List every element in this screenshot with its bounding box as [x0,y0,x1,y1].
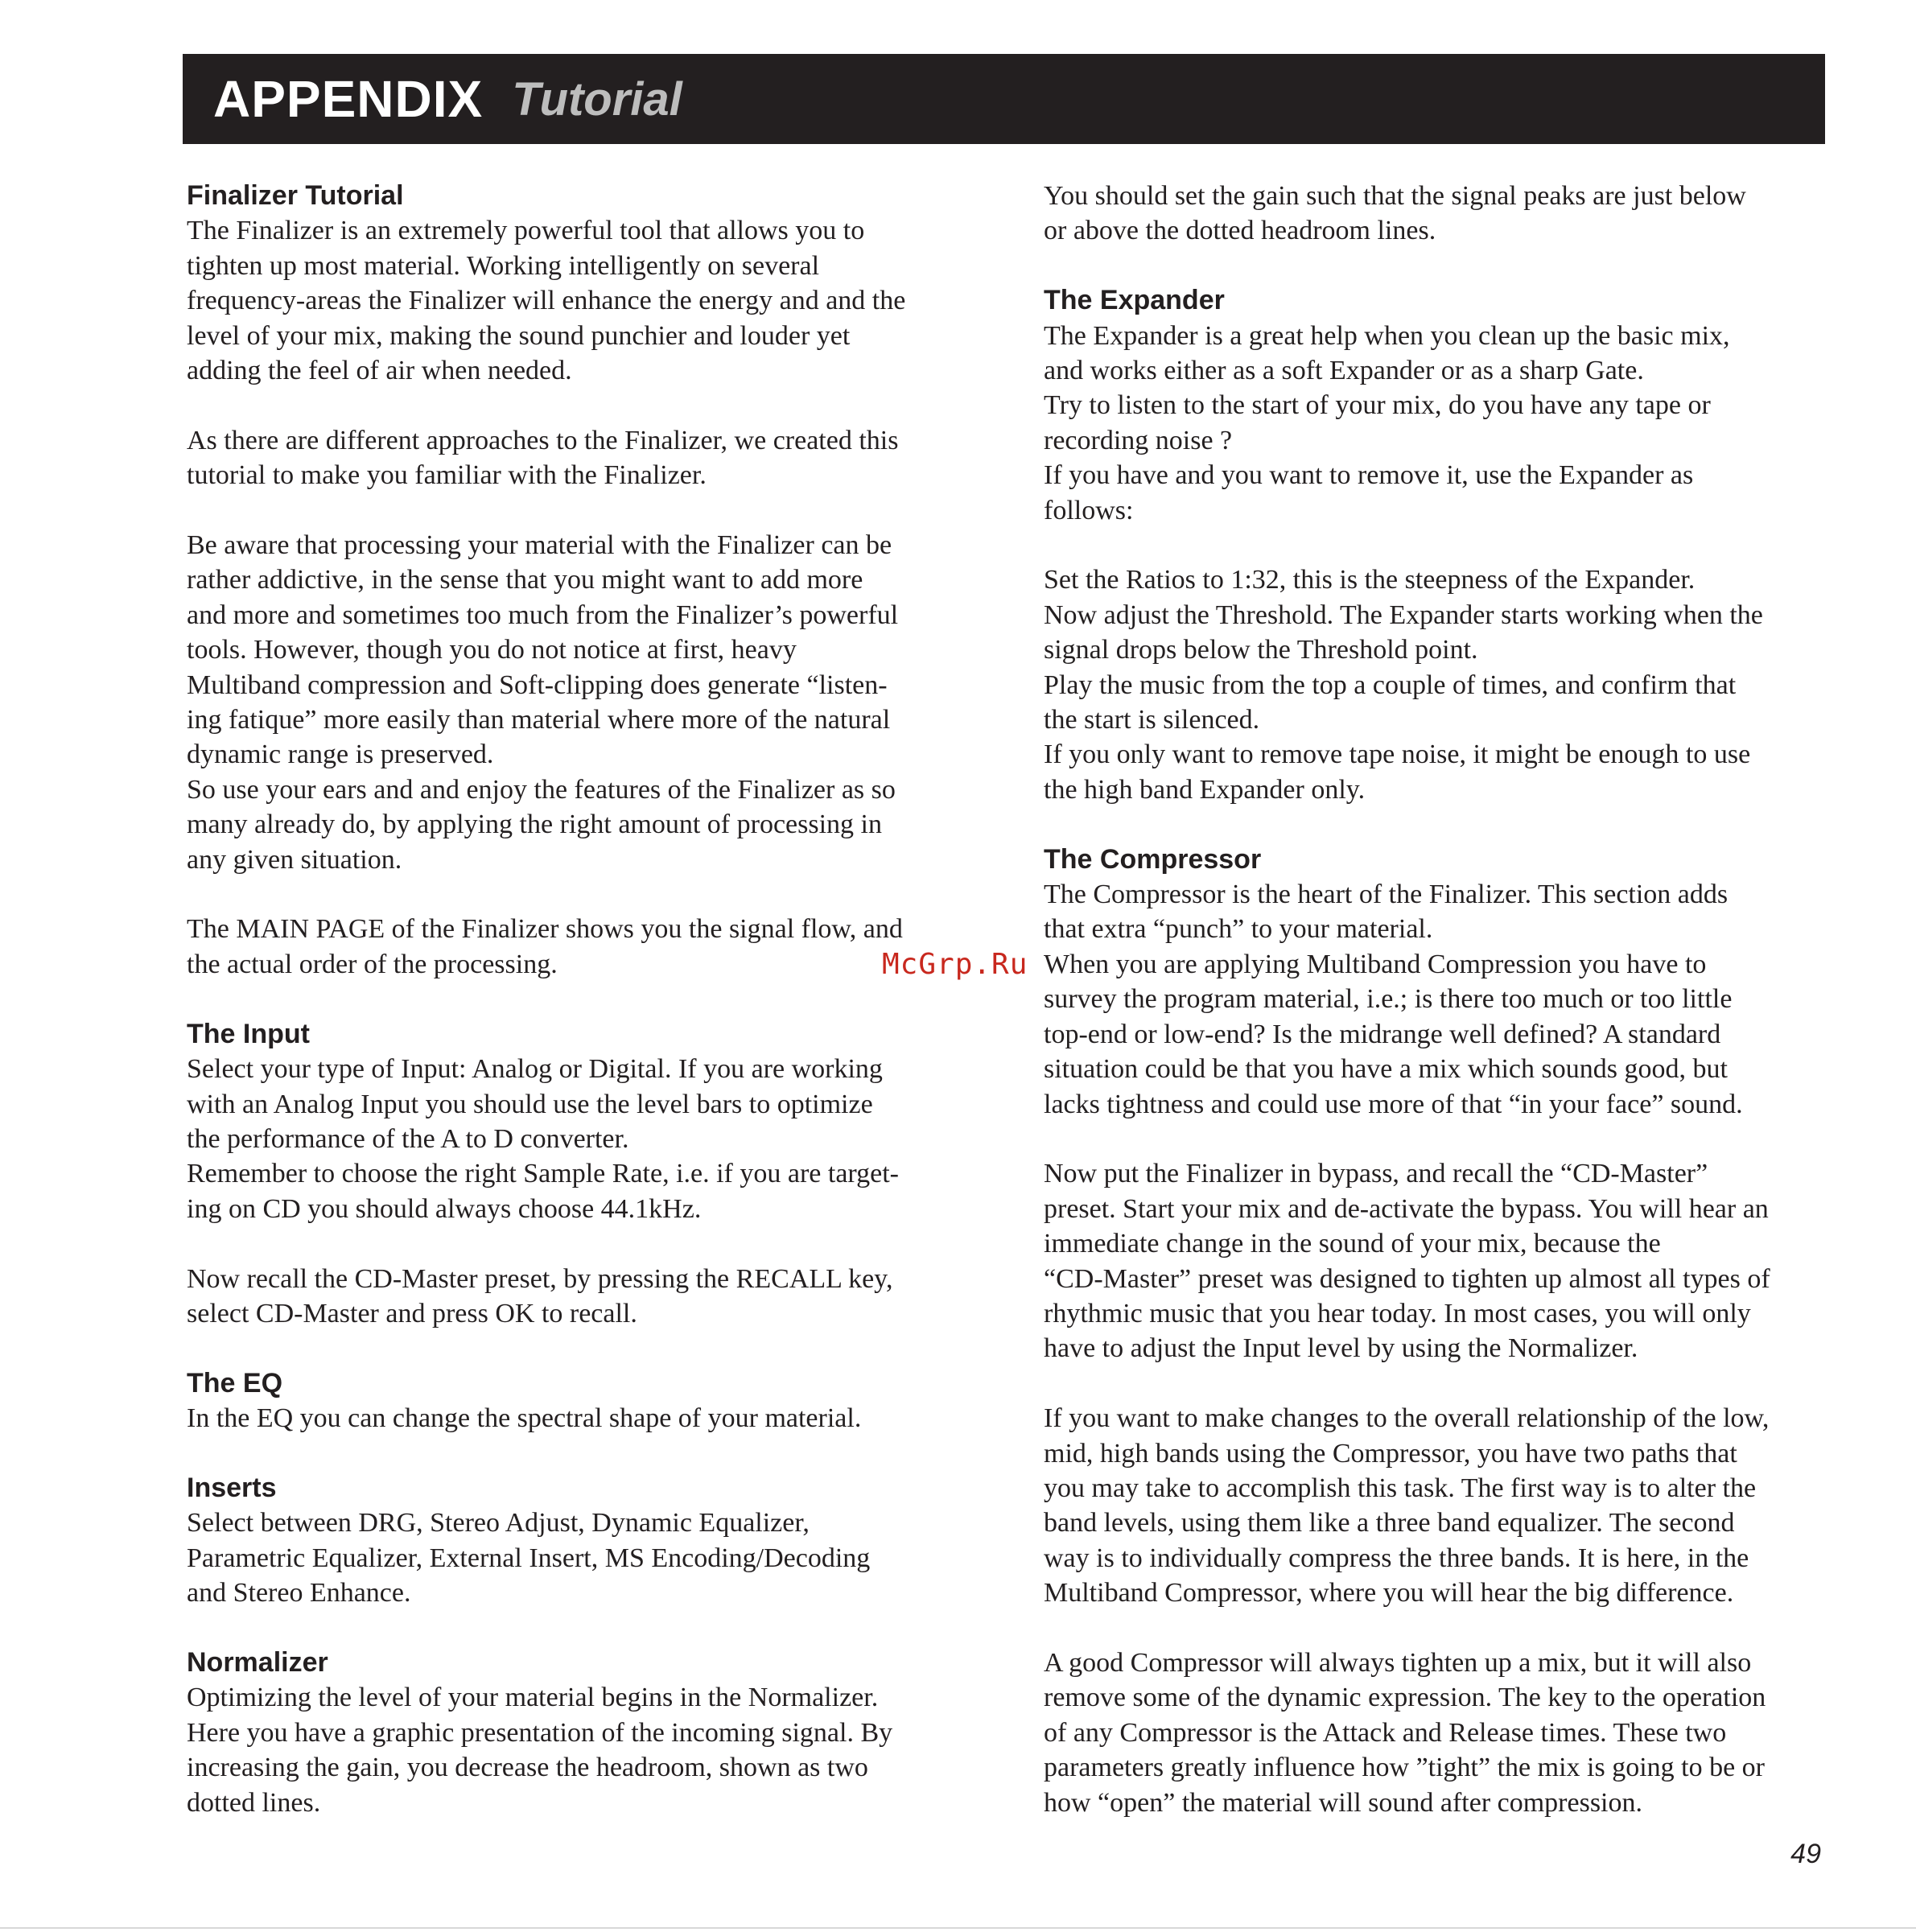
text-line: tighten up most material. Working intelligently on several [187,250,820,281]
finalizer-paragraph-4 [187,912,975,982]
expander-section [1044,283,1832,528]
text-line: you may take to accomplish this task. The first way is to alter the [1044,1473,1757,1503]
text-line: immediate change in the sound of your mix, because the [1044,1229,1661,1259]
eq-section [187,1366,975,1436]
normalizer-section [187,1646,975,1820]
text-line: tools. However, though you do not notice at first, heavy [187,635,797,665]
headroom-paragraph [1044,179,1832,249]
compressor-paragraph-1 [1044,877,1832,1122]
text-line: If you only want to remove tape noise, it might be enough to use [1044,739,1751,770]
compressor-paragraph-2 [1044,1156,1832,1366]
input-paragraph-1 [187,1052,975,1226]
finalizer-tutorial-section [187,179,975,388]
expander-paragraph-2 [1044,562,1832,807]
text-line: ing on CD you should always choose 44.1kHz. [187,1193,702,1224]
text-line: If you have and you want to remove it, use the Expander as [1044,460,1694,491]
bottom-rule [0,1927,1916,1929]
text-line: remove some of the dynamic expression. The key to the operation [1044,1683,1766,1713]
text-line: Now recall the CD-Master preset, by pressing the RECALL key, [187,1263,893,1294]
text-line: frequency-areas the Finalizer will enhance the energy and and the [187,286,906,316]
text-line: When you are applying Multiband Compression you have to [1044,949,1707,979]
text-line: the high band Expander only. [1044,774,1366,805]
text-line: Set the Ratios to 1:32, this is the steepness of the Expander. [1044,565,1696,595]
text-line: and Stereo Enhance. [187,1578,411,1609]
text-line: have to adjust the Input level by using the Normalizer. [1044,1333,1638,1364]
input-section [187,1017,975,1226]
text-line: follows: [1044,495,1134,525]
compressor-paragraph-3 [1044,1401,1832,1610]
inserts-section [187,1471,975,1611]
finalizer-tutorial-heading: Finalizer Tutorial [187,180,404,211]
text-line: Here you have a graphic presentation of the incoming signal. By [187,1717,893,1748]
text-line: way is to individually compress the three bands. It is here, in the [1044,1543,1749,1573]
text-line: Play the music from the top a couple of times, and confirm that [1044,669,1737,700]
compressor-paragraph-4 [1044,1646,1832,1820]
eq-paragraph [187,1401,975,1436]
text-line: tutorial to make you familiar with the Finalizer. [187,460,707,491]
text-line: The MAIN PAGE of the Finalizer shows you the signal flow, and [187,914,903,945]
text-line: The Expander is a great help when you clean up the basic mix, [1044,320,1730,351]
text-line: The Finalizer is an extremely powerful tool that allows you to [187,216,865,246]
eq-heading: The EQ [187,1367,283,1399]
finalizer-paragraph-3 [187,528,975,877]
text-line: of any Compressor is the Attack and Release times. These two [1044,1717,1727,1748]
text-line: preset. Start your mix and de-activate the bypass. You will hear an [1044,1193,1769,1224]
text-line: dynamic range is preserved. [187,739,494,770]
text-line: recording noise ? [1044,425,1233,455]
left-column [187,179,975,1820]
text-line: If you want to make changes to the overall relationship of the low, [1044,1403,1770,1434]
text-line: lacks tightness and could use more of that “in your face” sound. [1044,1089,1743,1119]
text-line: In the EQ you can change the spectral shape of your material. [187,1403,862,1434]
text-line: survey the program material, i.e.; is there too much or too little [1044,984,1733,1015]
text-line: Now put the Finalizer in bypass, and recall the “CD-Master” [1044,1159,1708,1189]
text-line: top-end or low-end? Is the midrange well defined? A standard [1044,1019,1721,1049]
page-header [183,54,1825,144]
text-line: adding the feel of air when needed. [187,356,572,386]
header-subtitle: Tutorial [512,72,682,126]
text-line: situation could be that you have a mix which sounds good, but [1044,1054,1728,1085]
text-line: Multiband compression and Soft-clipping does generate “listen- [187,669,888,700]
watermark: McGrp.Ru [882,948,1028,981]
text-line: many already do, by applying the right amount of processing in [187,809,882,840]
text-line: Remember to choose the right Sample Rate, i.e. if you are target- [187,1159,899,1189]
finalizer-paragraph-2 [187,423,975,493]
text-line: The Compressor is the heart of the Finalizer. This section adds [1044,879,1729,910]
text-line: Select your type of Input: Analog or Digital. If you are working [187,1054,883,1085]
normalizer-heading: Normalizer [187,1646,328,1678]
expander-paragraph-1 [1044,319,1832,528]
expander-heading: The Expander [1044,285,1225,316]
text-line: signal drops below the Threshold point. [1044,635,1478,665]
text-line: rhythmic music that you hear today. In most cases, you will only [1044,1298,1751,1329]
text-line: Try to listen to the start of your mix, do you have any tape or [1044,390,1711,421]
text-line: band levels, using them like a three band equalizer. The second [1044,1508,1735,1539]
text-line: As there are different approaches to the Finalizer, we created this [187,425,899,455]
text-line: mid, high bands using the Compressor, you have two paths that [1044,1438,1737,1469]
text-line: and works either as a soft Expander or as a sharp Gate. [1044,356,1644,386]
text-line: Be aware that processing your material with the Finalizer can be [187,530,892,561]
inserts-heading: Inserts [187,1472,277,1503]
text-line: the actual order of the processing. [187,949,558,979]
text-line: Optimizing the level of your material begins in the Normalizer. [187,1683,879,1713]
text-line: Now adjust the Threshold. The Expander starts working when the [1044,599,1763,630]
text-line: dotted lines. [187,1787,321,1818]
input-heading: The Input [187,1018,310,1049]
compressor-heading: The Compressor [1044,843,1262,875]
text-line: You should set the gain such that the signal peaks are just below [1044,181,1746,211]
text-line: select CD-Master and press OK to recall. [187,1298,637,1329]
text-line: A good Compressor will always tighten up a mix, but it will also [1044,1647,1752,1678]
normalizer-paragraph [187,1680,975,1820]
text-line: any given situation. [187,844,402,875]
text-line: “CD-Master” preset was designed to tighten up almost all types of [1044,1263,1770,1294]
finalizer-paragraph-1 [187,213,975,388]
text-line: Select between DRG, Stereo Adjust, Dynamic Equalizer, [187,1508,810,1539]
text-line: ing fatique” more easily than material where more of the natural [187,705,891,735]
text-line: that extra “punch” to your material. [1044,914,1433,945]
input-paragraph-2 [187,1262,975,1332]
text-line: the start is silenced. [1044,705,1260,735]
compressor-section [1044,842,1832,1122]
header-title: APPENDIX [213,70,484,128]
text-line: level of your mix, making the sound punchier and louder yet [187,320,851,351]
text-line: rather addictive, in the sense that you might want to add more [187,565,863,595]
text-line: with an Analog Input you should use the level bars to optimize [187,1089,873,1119]
text-line: Multiband Compressor, where you will hear the big difference. [1044,1578,1734,1609]
text-line: and more and sometimes too much from the Finalizer’s powerful [187,599,899,630]
text-line: increasing the gain, you decrease the headroom, shown as two [187,1753,868,1783]
text-line: parameters greatly influence how ”tight” the mix is going to be or [1044,1753,1766,1783]
right-column [1044,179,1832,1820]
text-line: Parametric Equalizer, External Insert, MS Encoding/Decoding [187,1543,871,1573]
text-line: So use your ears and and enjoy the features of the Finalizer as so [187,774,896,805]
text-line: how “open” the material will sound after compression. [1044,1787,1642,1818]
text-line: or above the dotted headroom lines. [1044,216,1436,246]
page-number: 49 [1790,1839,1821,1869]
text-line: the performance of the A to D converter. [187,1123,629,1154]
inserts-paragraph [187,1506,975,1610]
